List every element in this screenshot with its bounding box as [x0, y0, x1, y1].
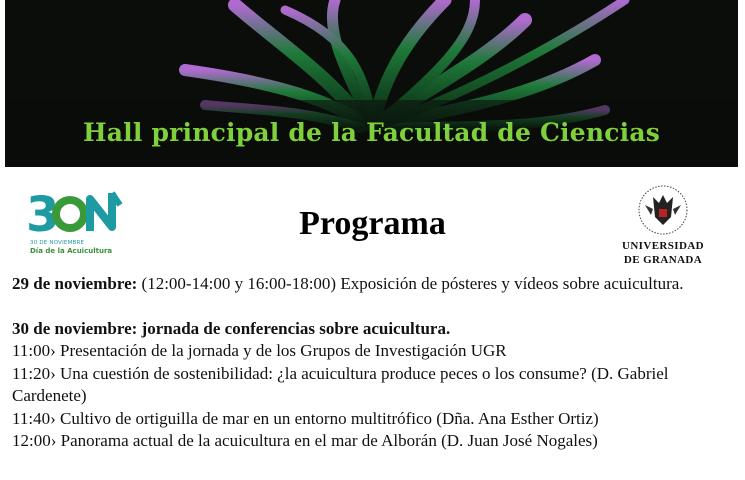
banner-title: Hall principal de la Facultad de Ciencias	[82, 118, 661, 147]
program-item: 11:40› Cultivo de ortiguilla de mar en un entorno multitrófico (Dña. Ana Esther Ortiz)	[12, 408, 599, 428]
program-content	[12, 273, 732, 453]
day1-paragraph	[12, 273, 732, 296]
logo-tagline: Día de la Acuicultura	[30, 247, 113, 255]
university-name-line1: UNIVERSIDAD	[621, 240, 705, 252]
ugr-seal-icon	[615, 183, 715, 239]
day1-label: 29 de noviembre:	[12, 274, 138, 293]
svg-text:3: 3	[26, 187, 60, 239]
day2-heading	[12, 318, 732, 341]
header-banner	[5, 0, 738, 167]
page-title: Programa	[299, 205, 446, 242]
university-logo	[611, 183, 711, 268]
program-item: 11:00› Presentación de la jornada y de los Grupos de Investigación UGR	[12, 341, 507, 360]
university-name-line2: DE GRANADA	[623, 254, 703, 266]
day2-label: 30 de noviembre: jornada de conferencias sobre acuicultura.	[12, 318, 451, 338]
logo-date: 30 DE NOVIEMBRE	[30, 240, 85, 246]
day1-text: (12:00-14:00 y 16:00-18:00) Exposición de pósteres y vídeos sobre acuicultura.	[137, 274, 684, 293]
program-item: 11:20› Una cuestión de sostenibilidad: ¿la acuicultura produce peces o los consume? (D. Gabriel Cardenete)	[12, 363, 669, 405]
program-item: 12:00› Panorama actual de la acuicultura en el mar de Alborán (D. Juan José Nogales)	[12, 431, 598, 450]
